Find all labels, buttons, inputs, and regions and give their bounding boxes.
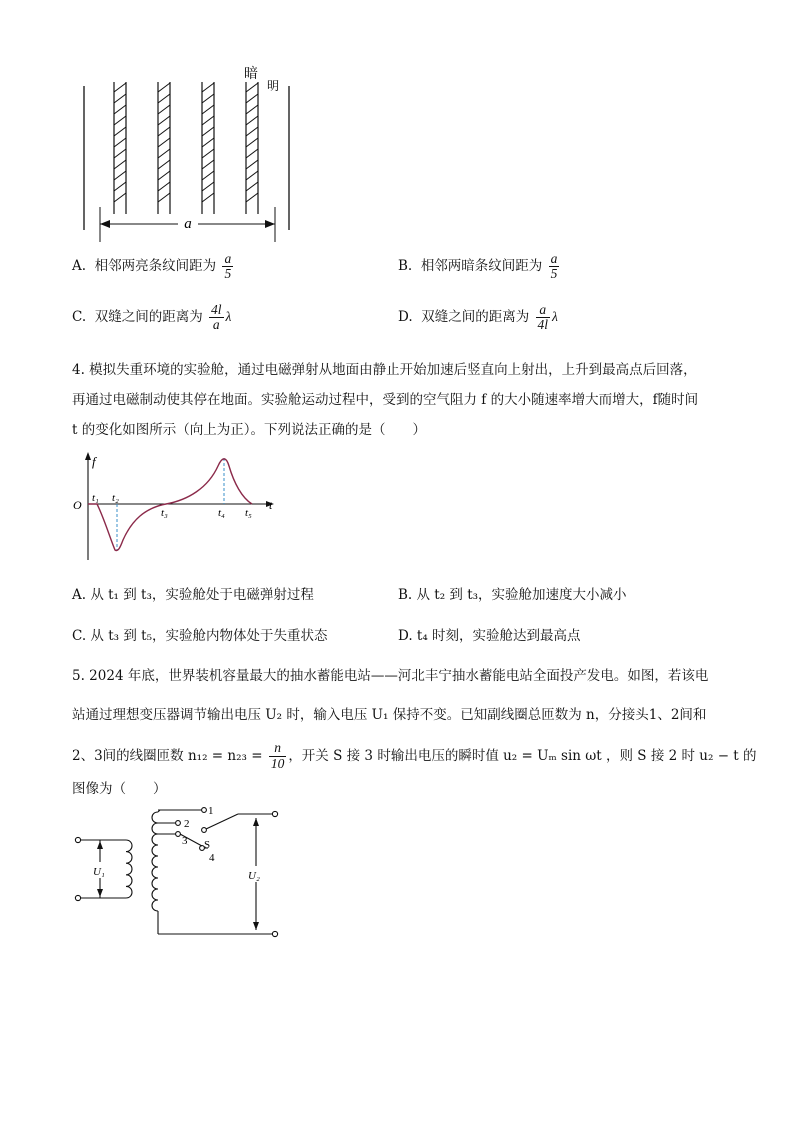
hatch-line xyxy=(246,116,258,125)
bright-label: 明 xyxy=(267,79,280,93)
hatch-line xyxy=(114,193,126,202)
force-time-graph xyxy=(70,448,285,568)
hatch-line xyxy=(246,83,258,92)
hatch-line xyxy=(202,105,214,114)
u1-label: U₁ xyxy=(93,866,105,878)
hatch-line xyxy=(114,149,126,158)
t1-label: t₁ xyxy=(92,492,99,504)
hatch-line xyxy=(158,160,170,169)
hatch-line xyxy=(202,160,214,169)
q3-option-a[interactable]: A. 相邻两亮条纹间距为 $\frac{a}{5}$ xyxy=(72,251,232,282)
hatch-line xyxy=(114,182,126,191)
hatch-line xyxy=(202,182,214,191)
hatch-line xyxy=(246,160,258,169)
hatch-line xyxy=(246,94,258,103)
hatch-line xyxy=(202,94,214,103)
hatch-line xyxy=(158,138,170,147)
hatch-line xyxy=(158,94,170,103)
q4-option-b[interactable]: B. 从 t₂ 到 t₃，实验舱加速度大小减小 xyxy=(398,587,627,603)
hatch-line xyxy=(158,182,170,191)
q3-option-d[interactable]: D. 双缝之间的距离为 $\frac{a}{4l}$ λ xyxy=(398,302,558,333)
tap-3-label: 3 xyxy=(182,835,188,847)
tap-1-label: 1 xyxy=(208,805,214,817)
hatch-line xyxy=(158,105,170,114)
x-axis-label: t xyxy=(269,498,273,512)
hatch-line xyxy=(246,182,258,191)
hatch-line xyxy=(114,138,126,147)
hatch-line xyxy=(158,127,170,136)
width-label: a xyxy=(184,216,192,232)
hatch-line xyxy=(158,193,170,202)
hatch-line xyxy=(202,171,214,180)
hatch-line xyxy=(202,127,214,136)
hatch-line xyxy=(202,116,214,125)
hatch-line xyxy=(246,171,258,180)
t3-label: t₃ xyxy=(161,507,168,519)
transformer-circuit xyxy=(68,800,288,945)
hatch-line xyxy=(246,149,258,158)
hatch-line xyxy=(158,116,170,125)
switch-label: S xyxy=(204,839,211,851)
hatch-line xyxy=(246,127,258,136)
tap-4-label: 4 xyxy=(209,852,215,864)
q4-option-d[interactable]: D. t₄ 时刻，实验舱达到最高点 xyxy=(398,628,581,644)
q4-option-c[interactable]: C. 从 t₃ 到 t₅，实验舱内物体处于失重状态 xyxy=(72,628,328,644)
q5-stem: 5. 2024 年底，世界装机容量最大的抽水蓄能电站——河北丰宁抽水蓄能电站全面投产发电。如图，若该电 站通过理想变压器调节输出电压 U₂ 时，输入电压 U₁ 保持不变。已知副线圈总匝数为 n，分接头1、2间和 2、3间的线圈匝数 n₁₂ = n₂₃ = $\frac{n}{10}$ ，开关 S 接 3 时输出电压的瞬时值 u₂ = Uₘ sin ωt ，则 S 接 2 时 u₂ − t 的 图像为（ ） xyxy=(72,668,757,797)
t2-label: t₂ xyxy=(112,492,119,504)
q3-option-b[interactable]: B. 相邻两暗条纹间距为 $\frac{a}{5}$ xyxy=(398,251,558,282)
hatch-line xyxy=(114,83,126,92)
hatch-line xyxy=(202,193,214,202)
hatch-line xyxy=(114,105,126,114)
hatch-line xyxy=(202,83,214,92)
hatch-line xyxy=(246,105,258,114)
hatch-line xyxy=(246,193,258,202)
hatch-line xyxy=(158,171,170,180)
hatch-line xyxy=(114,160,126,169)
q4-option-a[interactable]: A. 从 t₁ 到 t₃，实验舱处于电磁弹射过程 xyxy=(72,587,314,603)
t5-label: t₅ xyxy=(245,507,252,519)
hatch-line xyxy=(158,149,170,158)
force-curve xyxy=(88,459,252,551)
hatch-line xyxy=(202,138,214,147)
hatch-line xyxy=(246,138,258,147)
hatch-line xyxy=(158,83,170,92)
t4-label: t₄ xyxy=(218,507,225,519)
dark-label: 暗 xyxy=(244,67,258,82)
fringe-figure xyxy=(70,62,310,252)
u2-label: U₂ xyxy=(248,870,260,882)
origin-label: O xyxy=(73,498,82,512)
q3-option-c[interactable]: C. 双缝之间的距离为 $\frac{4l}{a}$ λ xyxy=(72,302,232,333)
tap-2-label: 2 xyxy=(184,818,190,830)
q4-stem: 4. 模拟失重环境的实验舱，通过电磁弹射从地面由静止开始加速后竖直向上射出，上升到最高点后回落， 再通过电磁制动使其停在地面。实验舱运动过程中，受到的空气阻力 f 的大小随速率增大而增大，f随时间 t 的变化如图所示（向上为正）。下列说法正确的是（ ） xyxy=(72,362,699,438)
hatch-line xyxy=(114,171,126,180)
hatch-line xyxy=(114,116,126,125)
hatch-line xyxy=(114,94,126,103)
hatch-line xyxy=(202,149,214,158)
hatch-line xyxy=(114,127,126,136)
y-axis-label: f xyxy=(92,454,96,469)
